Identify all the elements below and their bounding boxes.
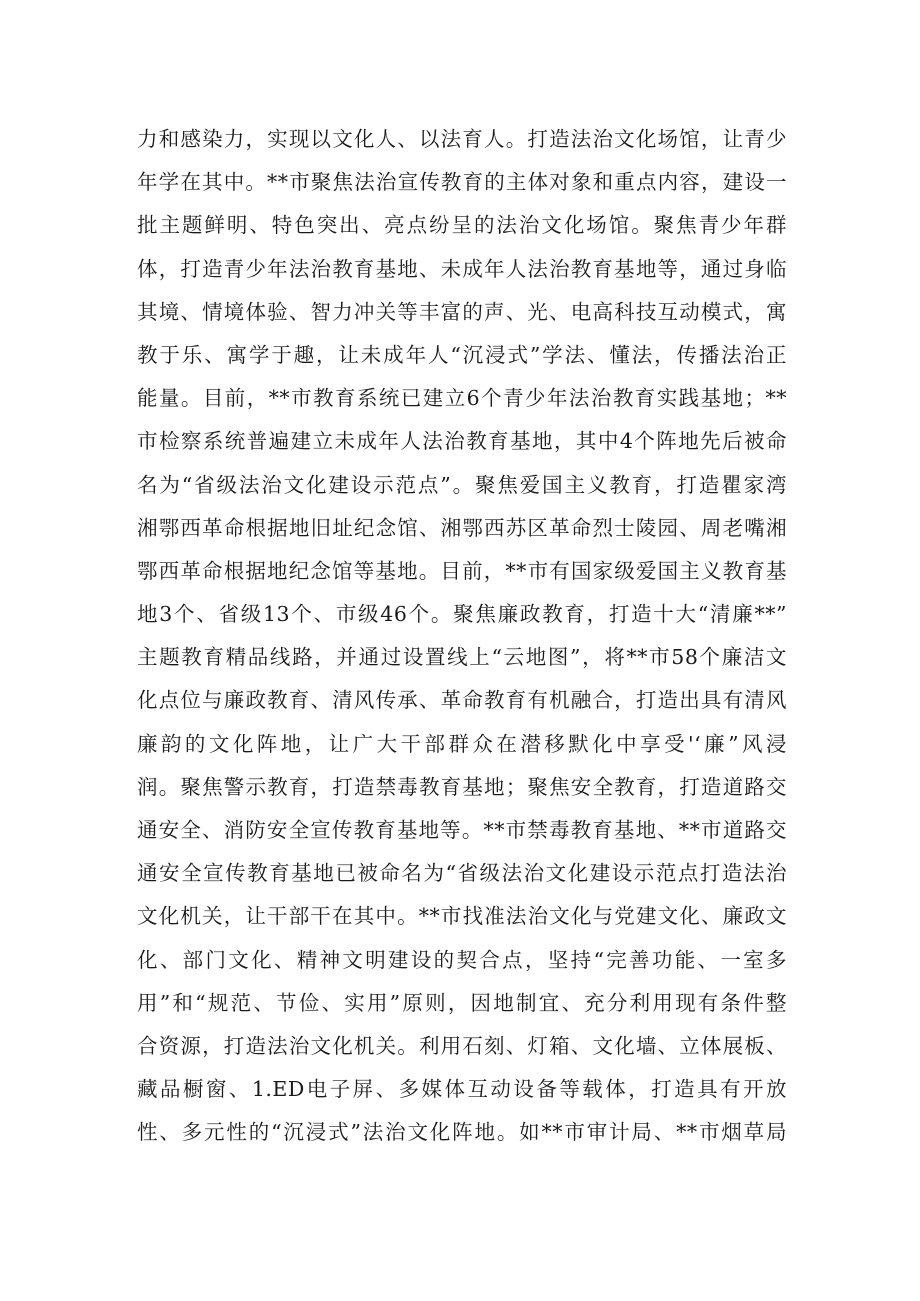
text-line: 体，打造青少年法治教育基地、未成年人法治教育基地等，通过身临	[137, 256, 787, 281]
text-line: 其境、情境体验、智力冲关等丰富的声、光、电高科技互动模式，寓	[137, 299, 787, 324]
text-line: 用”和“规范、节俭、实用”原则，因地制宜、充分利用现有条件整	[137, 990, 787, 1015]
text-line: 力和感染力，实现以文化人、以法育人。打造法治文化场馆，让青少	[137, 127, 787, 151]
text-line: 鄂西革命根据地纪念馆等基地。目前，**市有国家级爱国主义教育基	[137, 558, 787, 583]
text-line: 市检察系统普遍建立未成年人法治教育基地，其中4个阵地先后被命	[137, 429, 787, 454]
text-line: 性、多元性的“沉浸式”法治文化阵地。如**市审计局、**市烟草局	[137, 1120, 787, 1145]
text-line: 合资源，打造法治文化机关。利用石刻、灯箱、文化墙、立体展板、	[137, 1033, 787, 1058]
body-text	[137, 118, 787, 1155]
text-line: 地3个、省级13个、市级46个。聚焦廉政教育，打造十大“清廉**”	[137, 602, 787, 627]
text-line: 化、部门文化、精神文明建设的契合点，坚持“完善功能、一室多	[137, 947, 787, 972]
text-line: 批主题鲜明、特色突出、亮点纷呈的法治文化场馆。聚焦青少年群	[137, 213, 787, 238]
text-line: 名为“省级法治文化建设示范点”。聚焦爱国主义教育，打造瞿家湾	[137, 472, 787, 497]
text-line: 通安全宣传教育基地已被命名为“省级法治文化建设示范点打造法治	[137, 861, 787, 886]
text-line: 年学在其中。**市聚焦法治宣传教育的主体对象和重点内容，建设一	[137, 170, 787, 195]
text-line: 廉韵的文化阵地，让广大干部群众在潜移默化中享受'‘廉”风浸	[137, 731, 787, 756]
text-line: 能量。目前，**市教育系统已建立6个青少年法治教育实践基地；**	[137, 386, 787, 411]
text-line: 主题教育精品线路，并通过设置线上“云地图”，将**市58个廉洁文	[137, 645, 787, 670]
text-line: 润。聚焦警示教育，打造禁毒教育基地；聚焦安全教育，打造道路交	[137, 774, 787, 799]
text-line: 通安全、消防安全宣传教育基地等。**市禁毒教育基地、**市道路交	[137, 818, 787, 842]
text-line: 藏品橱窗、1.ED电子屏、多媒体互动设备等载体，打造具有开放	[137, 1077, 787, 1102]
text-line: 文化机关，让干部干在其中。**市找准法治文化与党建文化、廉政文	[137, 904, 787, 929]
text-line: 湘鄂西革命根据地旧址纪念馆、湘鄂西苏区革命烈士陵园、周老嘴湘	[137, 515, 787, 540]
text-line: 教于乐、寓学于趣，让未成年人“沉浸式”学法、懂法，传播法治正	[137, 342, 787, 367]
text-line: 化点位与廉政教育、清风传承、革命教育有机融合，打造出具有清风	[137, 688, 787, 713]
